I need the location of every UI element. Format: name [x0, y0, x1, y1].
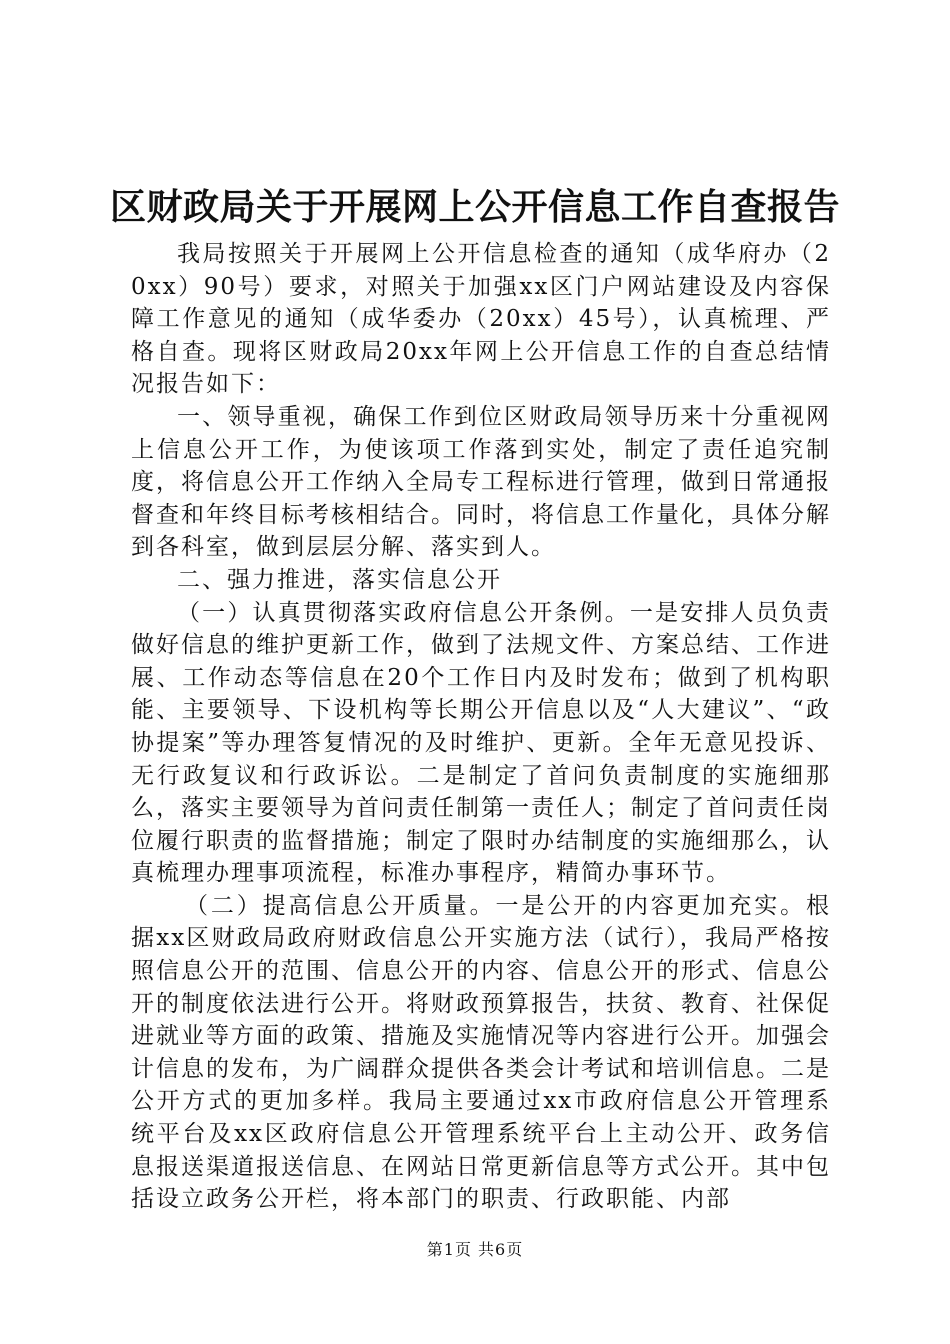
paragraph-intro: 我局按照关于开展网上公开信息检查的通知（成华府办（20xx）90号）要求，对照关于加强xx区门户网站建设及内容保障工作意见的通知（成华委办（20xx）45号），认真梳理、严格自查。现将区财政局20xx年网上公开信息工作的自查总结情况报告如下： — [131, 241, 831, 398]
document-body — [131, 238, 831, 1216]
document-title: 区财政局关于开展网上公开信息工作自查报告 — [109, 187, 840, 228]
paragraph-subsection-2: （二）提高信息公开质量。一是公开的内容更加充实。根据xx区财政局政府财政信息公开实施方法（试行），我局严格按照信息公开的范围、信息公开的内容、信息公开的形式、信息公开的制度依法进行公开。将财政预算报告，扶贫、教育、社保促进就业等方面的政策、措施及实施情况等内容进行公开。加强会计信息的发布，为广阔群众提供各类会计考试和培训信息。二是公开方式的更加多样。我局主要通过xx市政府信息公开管理系统平台及xx区政府信息公开管理系统平台上主动公开、政务信息报送渠道报送信息、在网站日常更新信息等方式公开。其中包括设立政务公开栏，将本部门的职责、行政职能、内部 — [131, 892, 831, 1213]
paragraph-section-2-heading: 二、强力推进，落实信息公开 — [177, 566, 502, 593]
page-number-footer: 第1页 共6页 — [426, 1240, 524, 1259]
paragraph-subsection-1: （一）认真贯彻落实政府信息公开条例。一是安排人员负责做好信息的维护更新工作，做到了法规文件、方案总结、工作进展、工作动态等信息在20个工作日内及时发布；做到了机构职能、主要领导、下设机构等长期公开信息以及“人大建议”、“政协提案”等办理答复情况的及时维护、更新。全年无意见投诉、无行政复议和行政诉讼。二是制定了首问负责制度的实施细那么，落实主要领导为首问责任制第一责任人；制定了首问责任岗位履行职责的监督措施；制定了限时办结制度的实施细那么，认真梳理办理事项流程，标准办事程序，精简办事环节。 — [131, 599, 831, 887]
paragraph-section-1: 一、领导重视，确保工作到位区财政局领导历来十分重视网上信息公开工作，为使该项工作落到实处，制定了责任追究制度，将信息公开工作纳入全局专工程标进行管理，做到日常通报督查和年终目标考核相结合。同时，将信息工作量化，具体分解到各科室，做到层层分解、落实到人。 — [131, 403, 831, 561]
